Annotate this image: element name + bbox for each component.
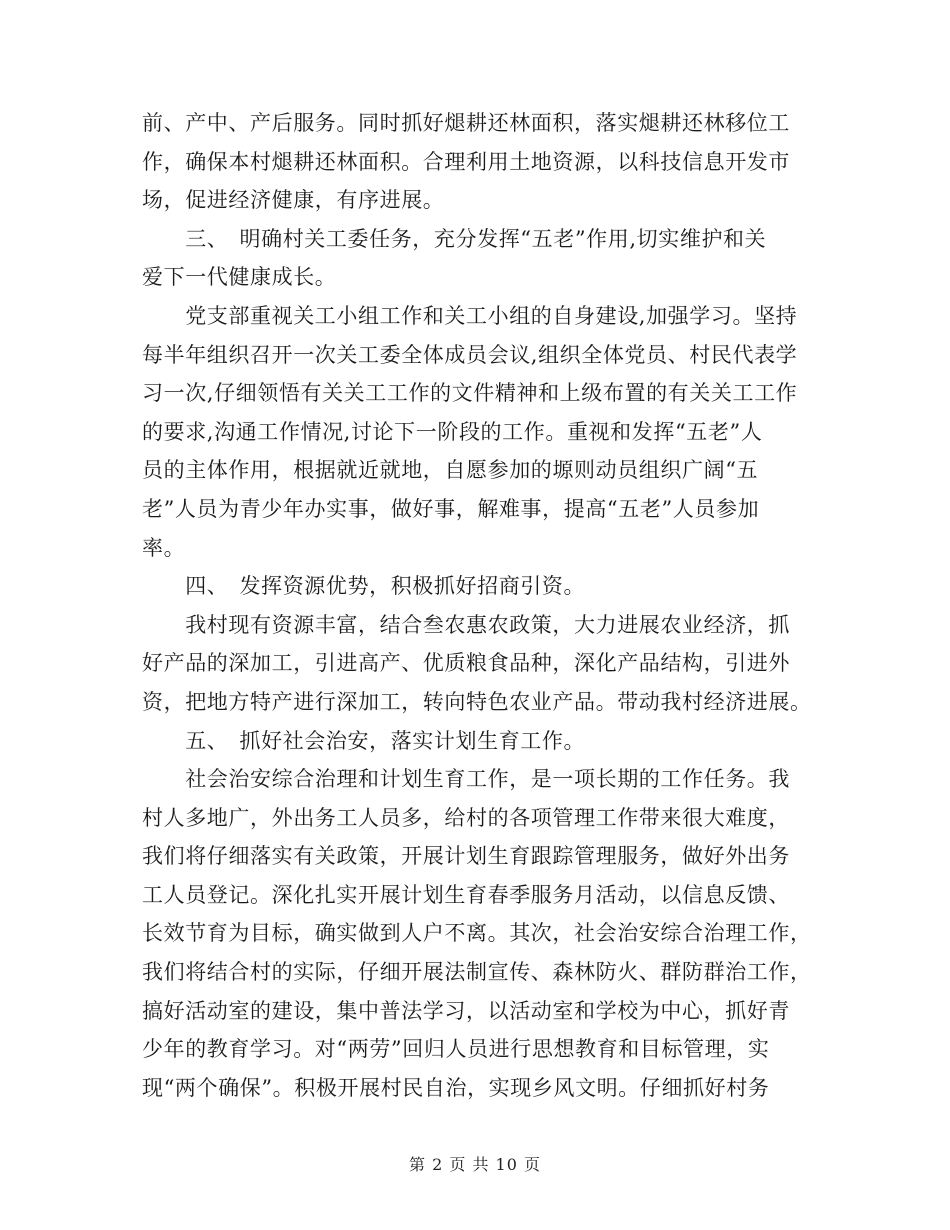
text-line: 工人员登记。深化扎实开展计划生育春季服务月活动，以信息反馈、 bbox=[142, 882, 790, 907]
text-line: 党支部重视关工小组工作和关工小组的自身建设,加强学习。坚持 bbox=[142, 303, 798, 328]
text-line: 场，促进经济健康，有序进展。 bbox=[142, 188, 445, 213]
text-line: 员的主体作用，根据就近就地，自愿参加的塬则动员组织广阔“五 bbox=[142, 458, 759, 483]
text-line: 我村现有资源丰富，结合叁农惠农政策，大力进展农业经济，抓 bbox=[142, 612, 790, 637]
page-number-footer: 第 2 页 共 10 页 bbox=[409, 1155, 541, 1174]
section-heading-4: 四、 发挥资源优势，积极抓好招商引资。 bbox=[142, 574, 586, 599]
text-line: 我们将结合村的实际，仔细开展法制宣传、森林防火、群防群治工作， bbox=[142, 960, 812, 985]
text-line: 资，把地方特产进行深加工，转向特色农业产品。带动我村经济进展。 bbox=[142, 689, 812, 714]
text-line: 老”人员为青少年办实事，做好事，解难事，提高“五老”人员参加 bbox=[142, 496, 760, 521]
text-line: 我们将仔细落实有关政策，开展计划生育跟踪管理服务，做好外出务 bbox=[142, 844, 790, 869]
text-line: 现“两个确保”。积极开展村民自治，实现乡风文明。仔细抓好村务 bbox=[142, 1075, 770, 1100]
text-line: 少年的教育学习。对“两劳”回归人员进行思想教育和目标管理，实 bbox=[142, 1037, 770, 1062]
text-line: 爱下一代健康成长。 bbox=[142, 265, 337, 290]
text-line: 社会治安综合治理和计划生育工作，是一项长期的工作任务。我 bbox=[142, 767, 790, 792]
section-heading-5: 五、 抓好社会治安，落实计划生育工作。 bbox=[142, 728, 586, 753]
text-line: 每半年组织召开一次关工委全体成员会议,组织全体党员、村民代表学 bbox=[142, 342, 798, 367]
text-line: 长效节育为目标，确实做到人户不离。其次，社会治安综合治理工作， bbox=[142, 921, 812, 946]
text-line: 搞好活动室的建设，集中普法学习，以活动室和学校为中心，抓好青 bbox=[142, 998, 790, 1023]
text-line: 的要求,沟通工作情况,讨论下一阶段的工作。重视和发挥“五老”人 bbox=[142, 419, 763, 444]
document-body bbox=[142, 104, 810, 1107]
text-line: 习一次,仔细领悟有关关工工作的文件精神和上级布置的有关关工工作 bbox=[142, 381, 798, 406]
text-line: 前、产中、产后服务。同时抓好煺耕还林面积，落实煺耕还林移位工 bbox=[142, 111, 790, 135]
text-line: 好产品的深加工，引进高产、优质粮食品种，深化产品结构，引进外 bbox=[142, 651, 790, 676]
text-line: 率。 bbox=[142, 535, 186, 560]
text-line: 作，确保本村煺耕还林面积。合理利用土地资源，以科技信息开发市 bbox=[142, 149, 790, 174]
section-heading-3: 三、 明确村关工委任务，充分发挥“五老”作用,切实维护和关 bbox=[142, 226, 767, 251]
text-line: 村人多地广，外出务工人员多，给村的各项管理工作带来很大难度， bbox=[142, 805, 790, 830]
